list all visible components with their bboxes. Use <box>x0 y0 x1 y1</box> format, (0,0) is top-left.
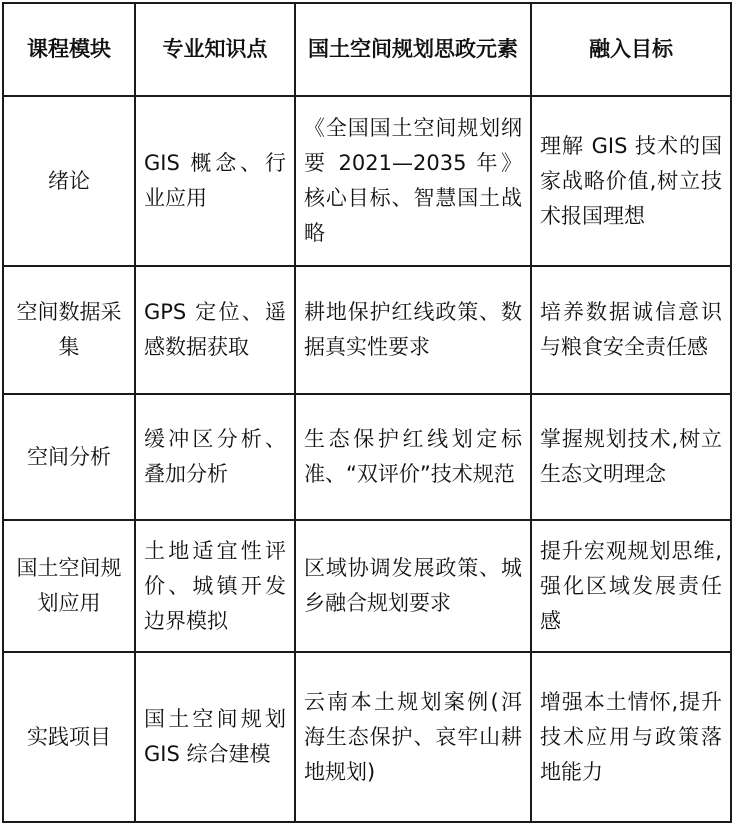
cell-knowledge: GPS 定位、遥感数据获取 <box>135 266 295 394</box>
table-row <box>3 652 731 822</box>
document-page <box>2 2 732 823</box>
cell-module: 绪论 <box>3 96 135 266</box>
cell-knowledge: GIS 概念、行业应用 <box>135 96 295 266</box>
cell-elements: 《全国国土空间规划纲要 2021—2035 年》核心目标、智慧国土战略 <box>295 96 531 266</box>
cell-module: 空间数据采集 <box>3 266 135 394</box>
cell-elements: 云南本土规划案例(洱海生态保护、哀牢山耕地规划) <box>295 652 531 822</box>
cell-goal: 增强本土情怀,提升技术应用与政策落地能力 <box>531 652 731 822</box>
table-row <box>3 520 731 652</box>
cell-module: 实践项目 <box>3 652 135 822</box>
cell-goal: 掌握规划技术,树立生态文明理念 <box>531 394 731 520</box>
cell-goal: 提升宏观规划思维,强化区域发展责任感 <box>531 520 731 652</box>
cell-goal: 理解 GIS 技术的国家战略价值,树立技术报国理想 <box>531 96 731 266</box>
cell-elements: 耕地保护红线政策、数据真实性要求 <box>295 266 531 394</box>
cell-knowledge: 缓冲区分析、叠加分析 <box>135 394 295 520</box>
cell-elements: 生态保护红线划定标准、“双评价”技术规范 <box>295 394 531 520</box>
ideological-elements-table <box>2 2 732 823</box>
table-header-row <box>3 3 731 96</box>
cell-module: 空间分析 <box>3 394 135 520</box>
header-knowledge-points: 专业知识点 <box>135 3 295 96</box>
table-row <box>3 266 731 394</box>
cell-elements: 区域协调发展政策、城乡融合规划要求 <box>295 520 531 652</box>
header-integration-goal: 融入目标 <box>531 3 731 96</box>
table-row <box>3 394 731 520</box>
cell-module: 国土空间规划应用 <box>3 520 135 652</box>
header-course-module: 课程模块 <box>3 3 135 96</box>
header-ideological-elements: 国土空间规划思政元素 <box>295 3 531 96</box>
cell-knowledge: 土地适宜性评价、城镇开发边界模拟 <box>135 520 295 652</box>
table-row <box>3 96 731 266</box>
cell-goal: 培养数据诚信意识与粮食安全责任感 <box>531 266 731 394</box>
cell-knowledge: 国土空间规划 GIS 综合建模 <box>135 652 295 822</box>
